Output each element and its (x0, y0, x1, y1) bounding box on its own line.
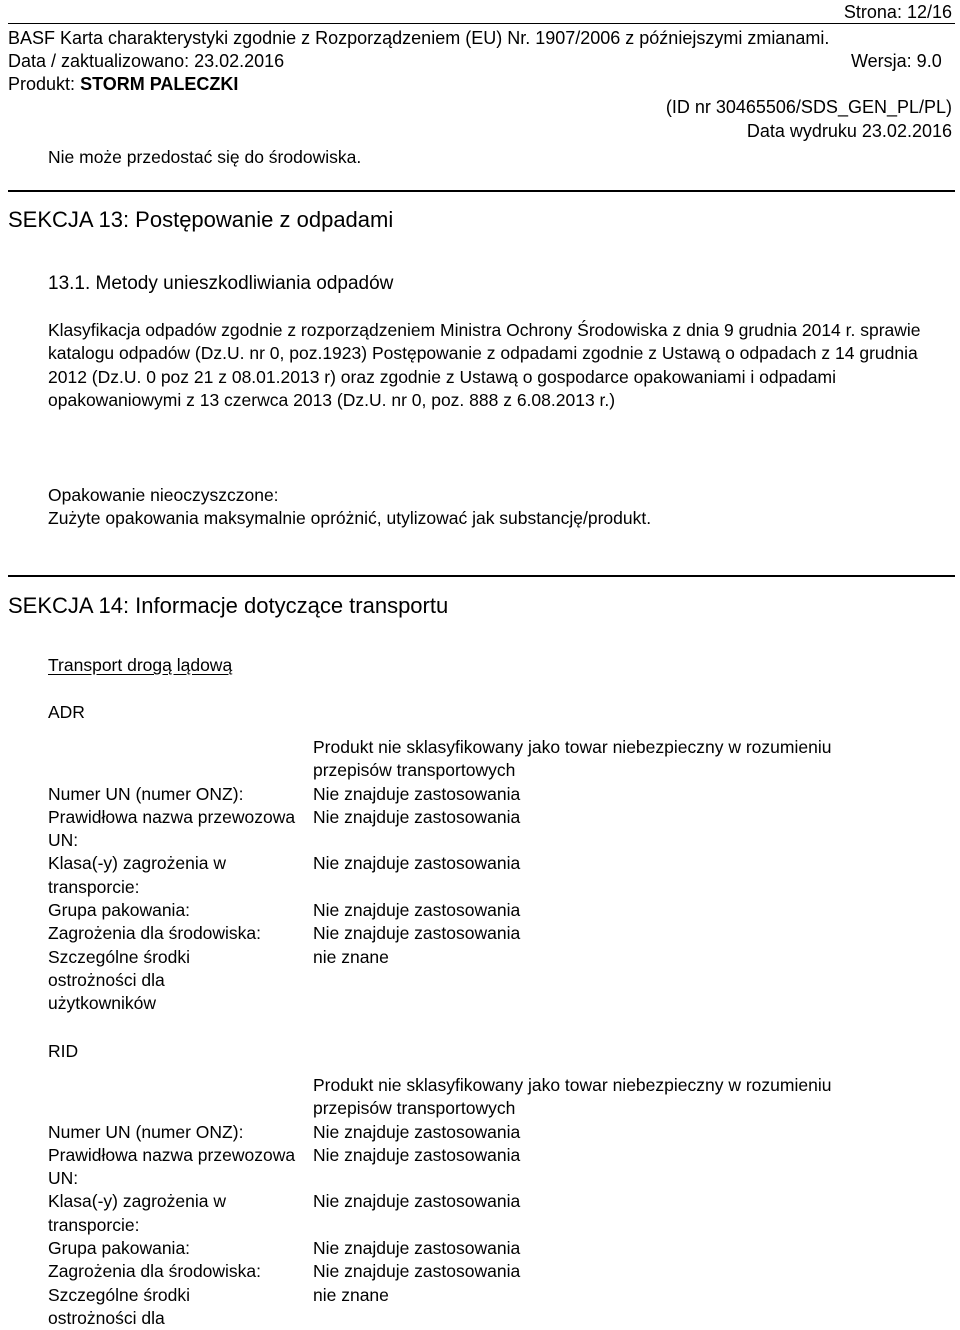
section13-title: SEKCJA 13: Postępowanie z odpadami (8, 207, 394, 232)
rid-table (48, 1074, 928, 1330)
row-value: Nie znajduje zastosowania (313, 1144, 521, 1165)
adr-statement-row (48, 736, 928, 783)
product-label: Produkt: (8, 74, 76, 94)
adr-heading: ADR (48, 702, 85, 722)
row-value: nie znane (313, 946, 389, 967)
adr-row-environmental (48, 922, 928, 945)
row-label: Numer UN (numer ONZ): (48, 783, 244, 804)
row-label: Zagrożenia dla środowiska: (48, 1261, 262, 1282)
rid-heading: RID (48, 1041, 79, 1061)
row-label: Szczególne środki ostrożności dla (48, 1284, 191, 1328)
header-top-rule (8, 23, 955, 24)
row-value: Nie znajduje zastosowania (313, 900, 521, 921)
row-label: Zagrożenia dla środowiska: (48, 923, 262, 944)
adr-row-special-precautions (48, 946, 928, 1016)
row-label: Prawidłowa nazwa przewozowa UN: (48, 1144, 296, 1189)
adr-statement: Produkt nie sklasyfikowany jako towar niebezpieczny w rozumieniu przepisów transportowych (313, 737, 832, 781)
row-label: Szczególne środki ostrożności dla użytkowników (48, 946, 191, 1014)
packaging-label: Opakowanie nieoczyszczone: (48, 485, 279, 505)
rid-row-un-number (48, 1121, 928, 1144)
adr-row-un-number (48, 783, 928, 806)
section13-rule (8, 190, 955, 192)
rid-row-packing-group (48, 1237, 928, 1260)
rid-row-shipping-name (48, 1144, 928, 1191)
product-name: STORM PALECZKI (80, 74, 239, 94)
section13-subtitle: 13.1. Metody unieszkodliwiania odpadów (48, 273, 394, 294)
row-value: Nie znajduje zastosowania (313, 1238, 521, 1259)
rid-row-special-precautions (48, 1284, 928, 1330)
product-line (8, 73, 238, 95)
revision-date: Data / zaktualizowano: 23.02.2016 (8, 51, 285, 71)
adr-row-packing-group (48, 899, 928, 922)
section14-title: SEKCJA 14: Informacje dotyczące transportu (8, 593, 449, 618)
version: Wersja: 9.0 (851, 51, 942, 71)
row-value: Nie znajduje zastosowania (313, 1261, 521, 1282)
document-id: (ID nr 30465506/SDS_GEN_PL/PL) (665, 97, 952, 117)
packaging-text: Zużyte opakowania maksymalnie opróżnić, utylizować jak substancję/produkt. (48, 508, 652, 528)
row-value: Nie znajduje zastosowania (313, 923, 521, 944)
page-number: Strona: 12/16 (843, 2, 952, 22)
carryover-text: Nie może przedostać się do środowiska. (48, 147, 362, 167)
document-title: BASF Karta charakterystyki zgodnie z Rozporządzeniem (EU) Nr. 1907/2006 z późniejszymi zmianami. (8, 28, 830, 48)
rid-row-environmental (48, 1260, 928, 1283)
row-value: nie znane (313, 1284, 389, 1305)
row-value: Nie znajduje zastosowania (313, 1191, 521, 1212)
row-value: Nie znajduje zastosowania (313, 853, 521, 874)
row-label: Klasa(-y) zagrożenia w transporcie: (48, 853, 226, 897)
rid-statement: Produkt nie sklasyfikowany jako towar niebezpieczny w rozumieniu przepisów transportowych (313, 1075, 832, 1119)
row-label: Prawidłowa nazwa przewozowa UN: (48, 806, 296, 851)
row-label: Klasa(-y) zagrożenia w transporcie: (48, 1191, 226, 1235)
section14-rule (8, 575, 955, 577)
land-transport-heading: Transport drogą lądową (48, 655, 233, 675)
row-value: Nie znajduje zastosowania (313, 806, 521, 827)
print-date: Data wydruku 23.02.2016 (746, 121, 952, 141)
waste-classification-paragraph: Klasyfikacja odpadów zgodnie z rozporządzeniem Ministra Ochrony Środowiska z dnia 9 grudnia 2014 r. sprawie katalogu odpadów (Dz.U. nr 0, poz.1923) Postępowanie z odpadami zgodnie z Ustawą o odpadach z 14 grudnia 2012 (Dz.U. 0 poz 21 z 08.01.2013 r) oraz zgodnie z Ustawą o gospodarce opakowaniami i odpadami opakowaniowymi z 13 czerwca 2013 (Dz.U. nr 0, poz. 888 z 6.08.2013 r.) (48, 320, 921, 410)
row-value: Nie znajduje zastosowania (313, 783, 521, 804)
adr-row-hazard-class (48, 852, 928, 899)
row-label: Numer UN (numer ONZ): (48, 1121, 244, 1142)
row-label: Grupa pakowania: (48, 1238, 191, 1259)
adr-table (48, 736, 928, 1016)
row-label: Grupa pakowania: (48, 900, 191, 921)
rid-statement-row (48, 1074, 928, 1121)
row-value: Nie znajduje zastosowania (313, 1121, 521, 1142)
rid-row-hazard-class (48, 1190, 928, 1237)
adr-row-shipping-name (48, 806, 928, 853)
